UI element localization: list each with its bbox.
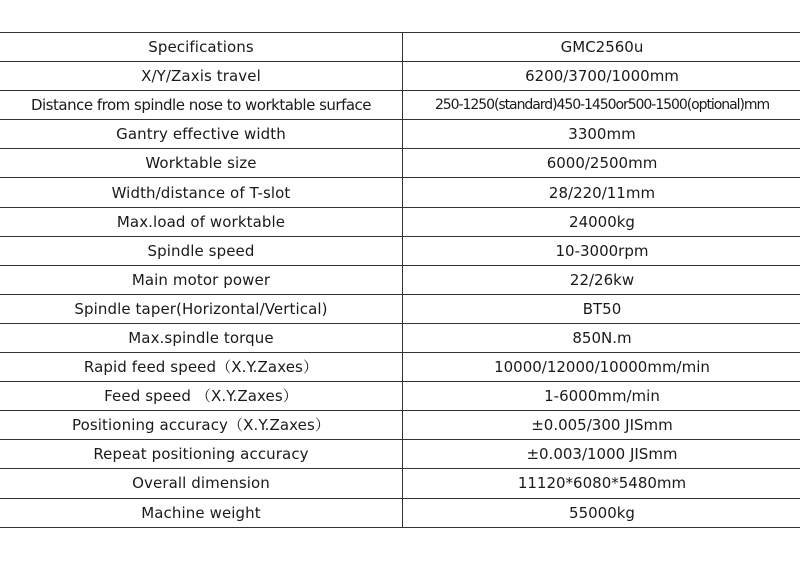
spec-value-cell: 250-1250(standard)450-1450or500-1500(optional)mm	[403, 91, 800, 120]
table-row	[0, 149, 800, 178]
header-label-cell: Specifications	[0, 33, 403, 62]
spec-value-cell: ±0.003/1000 JISmm	[403, 440, 800, 469]
table-row	[0, 382, 800, 411]
specifications-table	[0, 32, 800, 528]
spec-value-cell: 28/220/11mm	[403, 178, 800, 207]
spec-label-cell: Max.load of worktable	[0, 207, 403, 236]
table-row	[0, 207, 800, 236]
table-row	[0, 294, 800, 323]
spec-value-cell: 10-3000rpm	[403, 236, 800, 265]
spec-value-cell: 6200/3700/1000mm	[403, 62, 800, 91]
spec-label-cell: Rapid feed speed（X.Y.Zaxes）	[0, 353, 403, 382]
spec-value-cell: 55000kg	[403, 498, 800, 527]
spec-value-cell: BT50	[403, 294, 800, 323]
spec-label-cell: Spindle taper(Horizontal/Vertical)	[0, 294, 403, 323]
spec-label-cell: Main motor power	[0, 265, 403, 294]
table-header-row	[0, 33, 800, 62]
spec-label-cell: Worktable size	[0, 149, 403, 178]
spec-label-cell: Positioning accuracy（X.Y.Zaxes）	[0, 411, 403, 440]
spec-label-cell: Distance from spindle nose to worktable surface	[0, 91, 403, 120]
spec-value-cell: 24000kg	[403, 207, 800, 236]
spec-label-cell: Feed speed （X.Y.Zaxes）	[0, 382, 403, 411]
spec-value-cell: ±0.005/300 JISmm	[403, 411, 800, 440]
spec-value-cell: 3300mm	[403, 120, 800, 149]
spec-label-cell: Width/distance of T-slot	[0, 178, 403, 207]
spec-label-cell: Repeat positioning accuracy	[0, 440, 403, 469]
table-row	[0, 236, 800, 265]
spec-label-cell: Overall dimension	[0, 469, 403, 498]
spec-value-cell: 1-6000mm/min	[403, 382, 800, 411]
table-row	[0, 120, 800, 149]
table-row	[0, 411, 800, 440]
table-row	[0, 469, 800, 498]
table-row	[0, 91, 800, 120]
spec-value-cell: 10000/12000/10000mm/min	[403, 353, 800, 382]
header-value-cell: GMC2560u	[403, 33, 800, 62]
spec-label-cell: Gantry effective width	[0, 120, 403, 149]
spec-value-cell: 850N.m	[403, 323, 800, 352]
spec-value-cell: 22/26kw	[403, 265, 800, 294]
table-row	[0, 440, 800, 469]
spec-label-cell: X/Y/Zaxis travel	[0, 62, 403, 91]
table-row	[0, 265, 800, 294]
table-row	[0, 62, 800, 91]
spec-value-cell: 11120*6080*5480mm	[403, 469, 800, 498]
spec-value-cell: 6000/2500mm	[403, 149, 800, 178]
table-row	[0, 323, 800, 352]
spec-label-cell: Machine weight	[0, 498, 403, 527]
spec-label-cell: Spindle speed	[0, 236, 403, 265]
table-row	[0, 498, 800, 527]
table-row	[0, 353, 800, 382]
spec-label-cell: Max.spindle torque	[0, 323, 403, 352]
table-row	[0, 178, 800, 207]
